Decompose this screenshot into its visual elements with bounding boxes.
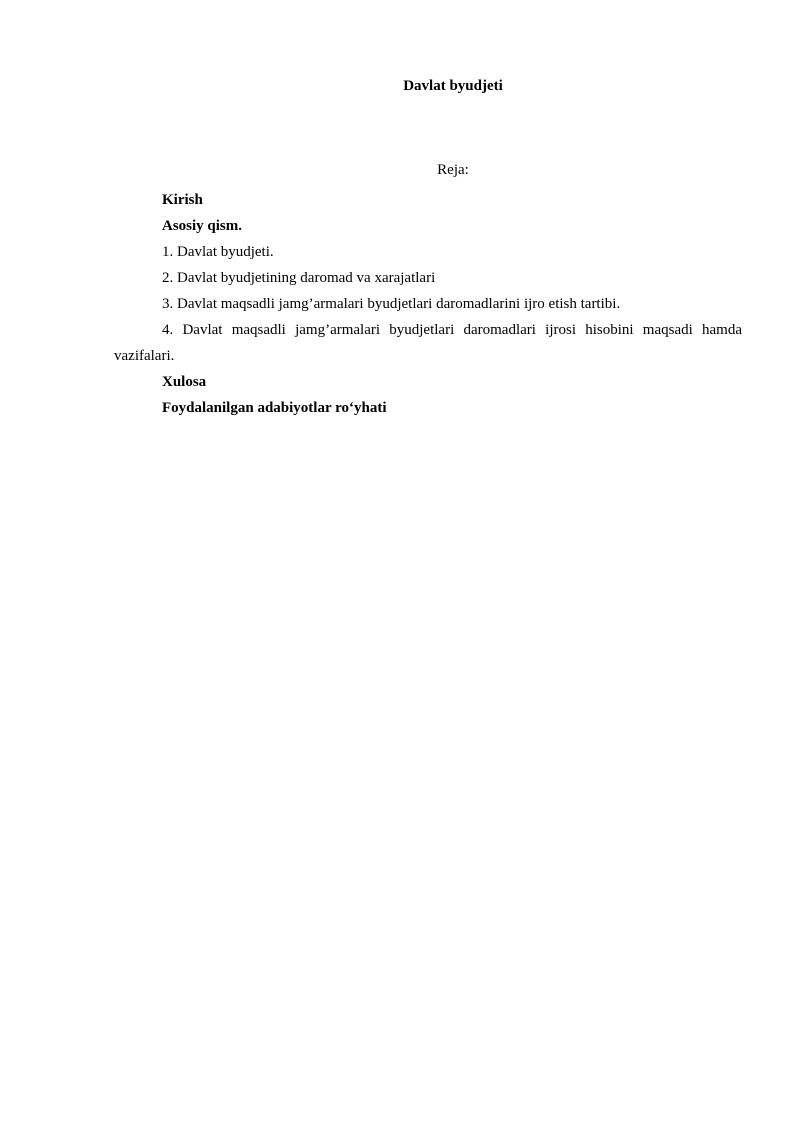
plan-list (114, 187, 742, 421)
plan-item-4: 4. Davlat maqsadli jamg’armalari byudjetlari daromadlari ijrosi hisobini maqsadi hamda vazifalari. (114, 322, 742, 364)
plan-item-2: 2. Davlat byudjetining daromad va xarajatlari (162, 270, 436, 286)
document-title: Davlat byudjeti (403, 78, 503, 94)
plan-item-references: Foydalanilgan adabiyotlar ro‘yhati (162, 400, 387, 416)
plan-item-1: 1. Davlat byudjeti. (162, 244, 274, 260)
plan-item-3: 3. Davlat maqsadli jamg’armalari byudjetlari daromadlarini ijro etish tartibi. (162, 296, 621, 312)
plan-item-introduction: Kirish (162, 192, 203, 208)
plan-heading: Reja: (437, 162, 469, 178)
plan-item-conclusion: Xulosa (162, 374, 207, 390)
plan-item-main-part: Asosiy qism. (162, 218, 243, 234)
